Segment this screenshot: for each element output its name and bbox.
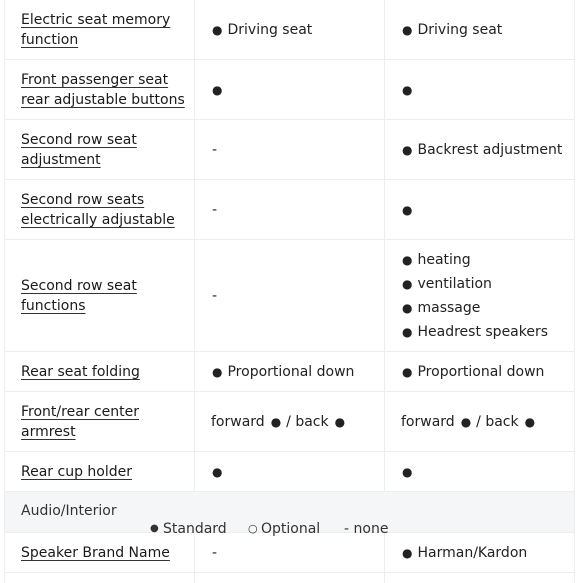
- standard-dot-icon: ●: [402, 364, 413, 379]
- standard-dot-icon: ●: [402, 82, 413, 97]
- spec-value-cell: [194, 452, 384, 491]
- standard-dot-icon: ●: [212, 82, 223, 97]
- list-item: ● massage: [402, 299, 481, 316]
- legend-standard: Standard: [163, 521, 227, 537]
- standard-dot-icon: ●: [402, 22, 413, 37]
- spec-value-cell: forward ● / back ●: [384, 392, 574, 451]
- standard-dot-icon: ●: [270, 414, 282, 429]
- spec-value-cell: -: [194, 180, 384, 239]
- list-item: ● heating: [402, 251, 471, 268]
- list-item: ● ventilation: [402, 275, 492, 292]
- standard-dot-icon: ●: [212, 364, 223, 379]
- spec-table: [4, 0, 575, 583]
- table-row: [5, 120, 574, 180]
- spec-value-cell: [384, 180, 574, 239]
- standard-dot-icon: ●: [402, 142, 413, 157]
- table-row: [5, 180, 574, 240]
- spec-value-cell: -: [194, 240, 384, 351]
- spec-value-cell: ● Proportional down: [194, 352, 384, 391]
- spec-value-cell: ● Proportional down: [384, 352, 574, 391]
- standard-dot-icon: ●: [402, 324, 413, 339]
- table-row: [5, 60, 574, 120]
- spec-value-cell: ● Driving seat: [384, 0, 574, 59]
- list-item: ● Headrest speakers: [402, 323, 549, 340]
- table-row: [5, 240, 574, 352]
- standard-dot-icon: ●: [402, 464, 413, 479]
- spec-label-link[interactable]: Speaker Brand Name: [21, 544, 170, 561]
- spec-value-cell: ● Harman/Kardon: [384, 533, 574, 572]
- spec-value-cell: [384, 60, 574, 119]
- standard-dot-icon: ●: [402, 300, 413, 315]
- table-row: [5, 392, 574, 452]
- standard-dot-icon: ●: [334, 414, 346, 429]
- spec-label-link[interactable]: Front passenger seat rear adjustable buttons: [21, 71, 185, 108]
- spec-value-cell: ● Backrest adjustment: [384, 120, 574, 179]
- legend: [0, 521, 586, 539]
- spec-label-link[interactable]: Second row seat adjustment: [21, 131, 137, 168]
- standard-dot-icon: ●: [402, 276, 413, 291]
- spec-value-cell: [384, 240, 574, 351]
- spec-value-cell: [194, 60, 384, 119]
- spec-value-cell: ● Driving seat: [194, 0, 384, 59]
- spec-value-cell: forward ● / back ●: [194, 392, 384, 451]
- spec-label-link[interactable]: Second row seat functions: [21, 277, 137, 314]
- standard-dot-icon: ●: [402, 545, 413, 560]
- spec-value-cell: -: [194, 533, 384, 572]
- spec-label-link[interactable]: Rear seat folding: [21, 363, 140, 380]
- spec-value-cell: -: [194, 120, 384, 179]
- standard-dot-icon: ●: [212, 22, 223, 37]
- legend-none: - none: [344, 521, 389, 537]
- spec-label-link[interactable]: Front/rear center armrest: [21, 403, 140, 440]
- standard-legend-icon: ●: [150, 523, 159, 534]
- feature-list: [402, 248, 548, 344]
- standard-dot-icon: ●: [402, 202, 413, 217]
- table-row: [5, 533, 574, 573]
- spec-label-link[interactable]: Electric seat memory function: [21, 11, 171, 48]
- section-title: Audio/Interior: [21, 503, 117, 519]
- legend-optional: Optional: [261, 521, 321, 537]
- standard-dot-icon: ●: [212, 464, 223, 479]
- table-row: [5, 352, 574, 392]
- standard-dot-icon: ●: [524, 414, 536, 429]
- optional-legend-icon: ○: [248, 522, 258, 535]
- spec-label-link[interactable]: Second row seats electrically adjustable: [21, 191, 175, 228]
- spec-value-cell: [384, 452, 574, 491]
- standard-dot-icon: ●: [460, 414, 472, 429]
- table-row: [5, 0, 574, 60]
- table-row: [5, 452, 574, 492]
- standard-dot-icon: ●: [402, 252, 413, 267]
- spec-label-link[interactable]: Rear cup holder: [21, 463, 132, 480]
- table-row: [5, 573, 574, 583]
